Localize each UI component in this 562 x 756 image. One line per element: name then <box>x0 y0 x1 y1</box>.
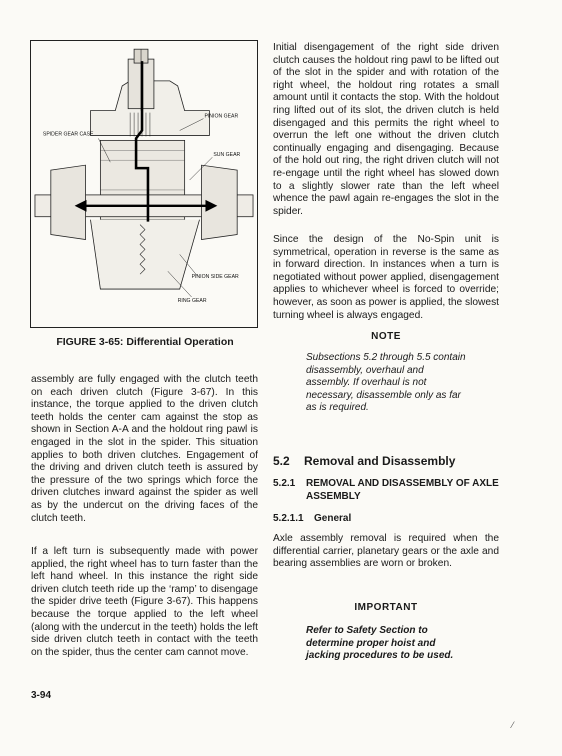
label-spider-gear-case: SPIDER GEAR CASE <box>42 131 94 138</box>
corner-mark: ⁄ <box>512 720 514 730</box>
right-paragraph-3: Axle assembly removal is required when the differential carrier, planetary gears or the axle and bearing assemblies are worn or broken. <box>273 533 499 570</box>
right-paragraph-1: Initial disengagement of the right side driven clutch causes the holdout ring pawl to be lifted out of the slot in the spider and with rotation of the right wheel, the holdout ring rotates a small amount until it contacts the stop. With the holdout ring lifted out of its slot, the driven clutch is held disengaged and this permits the right wheel to overrun the left one without the driven clutch continually engaging and disengaging. Because of the hold out ring, the right driven clutch will not re-engage until the right wheel has slowed down to a slightly slower rate than the left wheel whence the pawl again re-engages the slot in the spider. <box>273 42 499 217</box>
left-paragraph-2: If a left turn is subsequently made with power applied, the right wheel has to turn faster than the left hand wheel. In this instance the right side driven clutch teeth ride up the ‘ramp’ to disengage the spider drive teeth (Figure 3-67). This happens because the torque applied to the left wheel (along with the undercut in the teeth) holds the left side driven clutch teeth in contact with the teeth on the spider, thus the center cam cannot move. <box>31 546 258 658</box>
label-sun-gear: SUN GEAR <box>213 152 241 159</box>
differential-figure <box>30 40 258 328</box>
note-text: Subsections 5.2 through 5.5 contain disassembly, overhaul and assembly. If overhaul is not necessary, disassemble only as far as is required. <box>306 352 466 414</box>
important-text: Refer to Safety Section to determine proper hoist and jacking procedures to be used. <box>306 625 454 662</box>
figure-caption: FIGURE 3-65: Differential Operation <box>56 336 234 348</box>
section-5-2-title: Removal and Disassembly <box>304 454 456 468</box>
note-title: NOTE <box>371 331 401 342</box>
right-paragraph-2: Since the design of the No-Spin unit is symmetrical, operation in reverse is the same as in forward direction. In instances when a turn is negotiated without power applied, disengagement applies to whichever wheel is forced to override; however, as soon as power is applied, the slowest turning wheel is always engaged. <box>273 234 499 321</box>
important-title: IMPORTANT <box>354 602 418 613</box>
label-pinion-side-gear: PINION SIDE GEAR <box>191 274 239 281</box>
section-5-2-1-title: REMOVAL AND DISASSEMBLY OF AXLE ASSEMBLY <box>306 478 499 502</box>
left-paragraph-1: assembly are fully engaged with the clutch teeth on each driven clutch (Figure 3-67). In this instance, the torque applied to the driven clutch teeth holds the center cam against the stop as shown in Section A-A and the holdout ring pawl is engaged in the slot in the spider. This situation applies to both driven clutches. Engagement of the driving and driven clutch teeth is assured by the pressure of the two springs which force the driven clutches inward against the spider as well as by the undercut on the driving faces of the clutch teeth. <box>31 374 258 524</box>
differential-diagram <box>31 41 257 327</box>
section-5-2-1-number: 5.2.1 <box>273 478 296 489</box>
section-5-2-1-1-title: General <box>314 513 352 524</box>
section-5-2-1-1-number: 5.2.1.1 <box>273 513 304 524</box>
label-pinion-gear: PINION GEAR <box>204 113 239 120</box>
label-ring-gear: RING GEAR <box>177 297 207 304</box>
page-number: 3-94 <box>31 690 52 701</box>
section-5-2-number: 5.2 <box>273 454 290 468</box>
